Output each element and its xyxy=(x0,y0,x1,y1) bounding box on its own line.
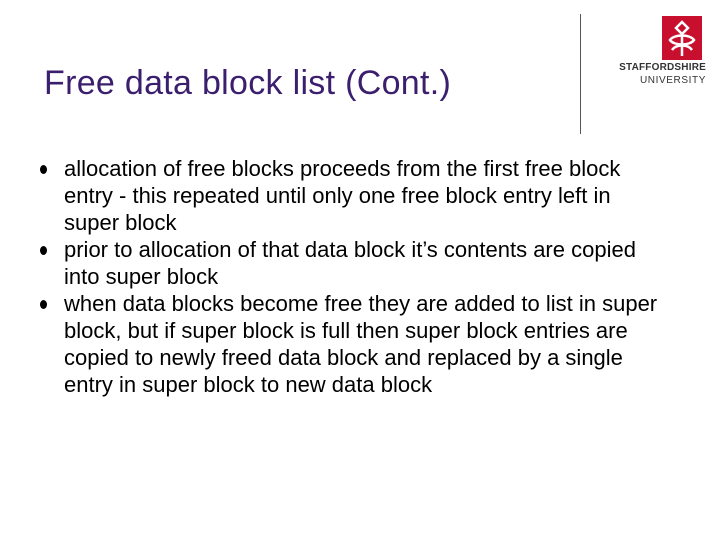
slide-title: Free data block list (Cont.) xyxy=(44,64,452,102)
bullet-list xyxy=(40,155,670,398)
logo-wordmark-line2: UNIVERSITY xyxy=(639,75,706,86)
bullet-dot-icon xyxy=(40,300,47,309)
header-divider xyxy=(580,14,581,134)
bullet-dot-icon xyxy=(40,165,47,174)
bullet-item xyxy=(40,155,670,236)
bullet-text: prior to allocation of that data block it’s contents are copied into super block xyxy=(64,237,636,289)
bullet-dot-icon xyxy=(40,246,47,255)
bullet-item xyxy=(40,290,670,398)
university-logo xyxy=(588,16,706,86)
university-crest-icon xyxy=(662,16,702,60)
bullet-item xyxy=(40,236,670,290)
bullet-text: allocation of free blocks proceeds from the first free block entry - this repeated until only one free block entry left in super block xyxy=(64,156,621,235)
bullet-text: when data blocks become free they are added to list in super block, but if super block is full then super block entries are copied to newly freed data block and replaced by a single entry in super block to new data block xyxy=(64,291,658,397)
logo-wordmark-line1: STAFFORDSHIRE xyxy=(619,62,706,73)
